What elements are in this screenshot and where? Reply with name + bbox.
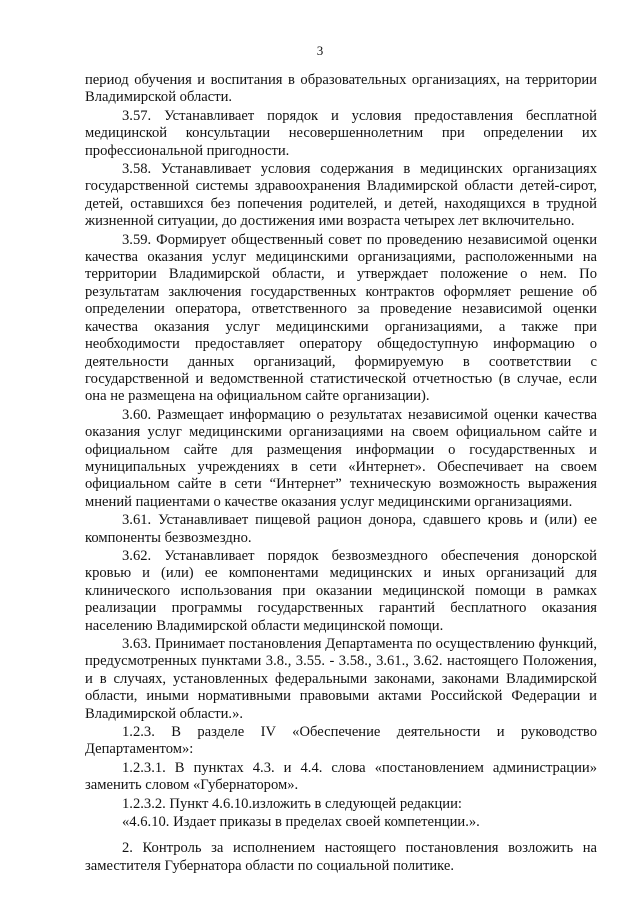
paragraph-1-2-3-1: 1.2.3.1. В пунктах 4.3. и 4.4. слова «постановлением администрации» заменить словом «Губернатором». — [85, 759, 597, 794]
paragraph-3-62: 3.62. Устанавливает порядок безвозмездного обеспечения донорской кровью и (или) ее компонентами медицинских и иных организаций для клинического использования при оказании медицинской помощи в рамках реализации программы государственных гарантий бесплатного оказания населению Владимирской области медицинской помощи. — [85, 547, 597, 634]
paragraph-3-63: 3.63. Принимает постановления Департамента по осуществлению функций, предусмотренных пунктами 3.8., 3.55. - 3.58., 3.61., 3.62. настоящего Положения, и в случаях, установленных федеральными законами, законами Владимирской области, иными нормативными правовыми актами Российской Федерации и Владимирской области.». — [85, 636, 597, 722]
paragraph-3-59: 3.59. Формирует общественный совет по проведению независимой оценки качества оказания услуг медицинскими организациями, расположенными на территории Владимирской области, и утверждает положение о нем. По результатам заключения государственных контрактов оформляет решение об определении оператора, ответственного за проведение независимой оценки качества оказания услуг медицинскими организациями, а также при необходимости предоставляет оператору общедоступную информацию о деятельности данных организаций, формируемую в соответствии с государственной и ведомственной статистической отчетностью (в случае, если она не размещена на официальном сайте организации). — [85, 231, 597, 405]
paragraph-3-61: 3.61. Устанавливает пищевой рацион донора, сдавшего кровь и (или) ее компоненты безвозмездно. — [85, 512, 597, 546]
paragraph-3-57: 3.57. Устанавливает порядок и условия предоставления бесплатной медицинской консультации несовершеннолетним при определении их профессиональной пригодности. — [85, 107, 597, 159]
paragraph-1-2-3-2: 1.2.3.2. Пункт 4.6.10.изложить в следующей редакции: — [122, 795, 462, 812]
paragraph-4-6-10: «4.6.10. Издает приказы в пределах своей компетенции.». — [122, 814, 480, 831]
paragraph-2-control: 2. Контроль за исполнением настоящего постановления возложить на заместителя Губернатора области по социальной политике. — [85, 840, 597, 874]
paragraph-3-58: 3.58. Устанавливает условия содержания в медицинских организациях государственной системы здравоохранения Владимирской области детей-сирот, детей, оставшихся без попечения родителей, и детей, находящихся в трудной жизненной ситуации, до достижения ими возраста четырех лет включительно. — [85, 161, 597, 230]
document-body — [85, 72, 597, 876]
paragraph-3-60: 3.60. Размещает информацию о результатах независимой оценки качества оказания услуг медицинскими организациями на своем официальном сайте и официальном сайте для размещения информации о государственных и муниципальных учреждениях в сети «Интернет». Обеспечивает на своем официальном сайте в сети “Интернет” техническую возможность выражения мнений пациентами о качестве оказания услуг медицинскими организациями. — [85, 406, 597, 510]
page-number: 3 — [316, 43, 324, 58]
paragraph-1-2-3: 1.2.3. В разделе IV «Обеспечение деятельности и руководство Департаментом»: — [85, 724, 597, 758]
paragraph-continuation: период обучения и воспитания в образовательных организациях, на территории Владимирской области. — [85, 72, 597, 106]
